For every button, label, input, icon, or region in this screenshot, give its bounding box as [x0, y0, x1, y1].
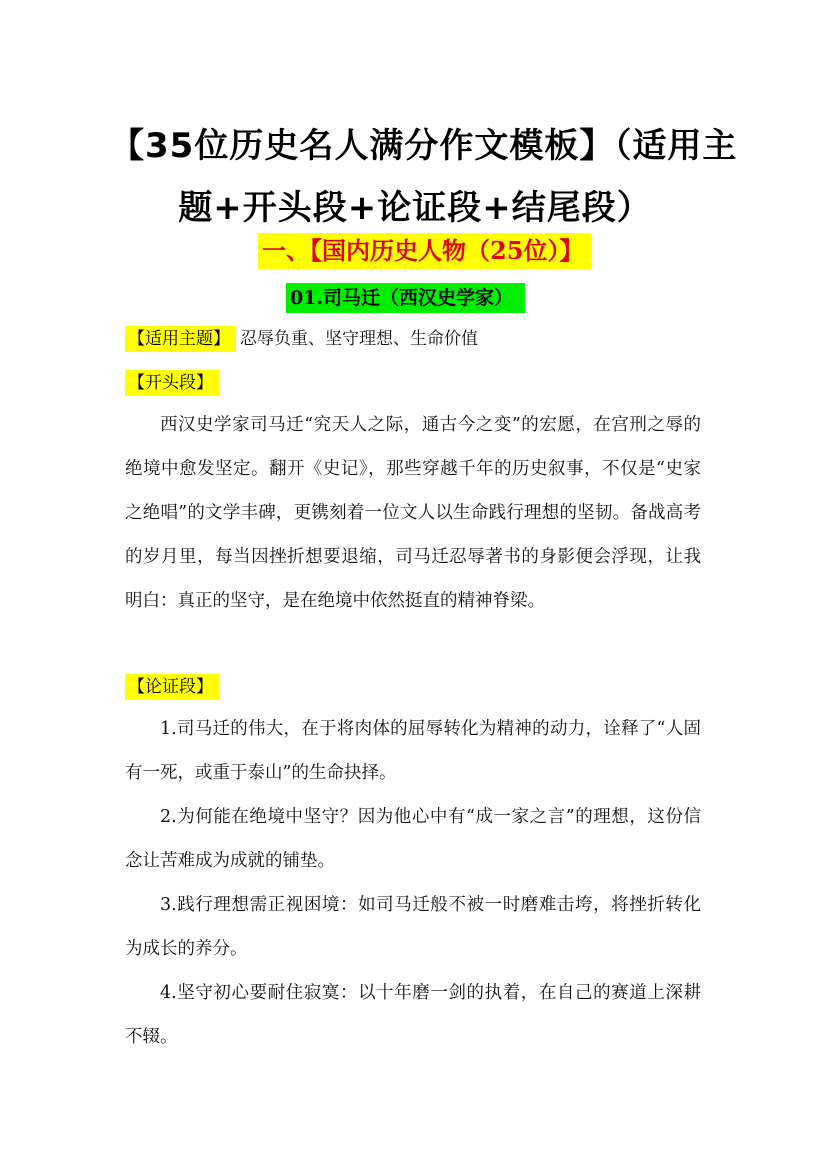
- argument-point: 4.坚守初心要耐住寂寞：以十年磨一剑的执着，在自己的赛道上深耕不辍。: [125, 983, 701, 1047]
- document-title-line-1: 【35位历史名人满分作文模板】（适用主: [110, 126, 738, 166]
- person-heading: 01.司马迁（西汉史学家）: [286, 283, 525, 313]
- argument-point: 3.践行理想需正视困境：如司马迁般不被一时磨难击垮，将挫折转化为成长的养分。: [125, 895, 701, 959]
- opening-label: 【开头段】: [125, 370, 219, 396]
- themes-text: 忍辱负重、坚守理想、生命价值: [240, 329, 478, 349]
- argument-label: 【论证段】: [125, 674, 219, 700]
- document-title-line-2: 题+开头段+论证段+结尾段）: [178, 188, 652, 228]
- argument-point: 1.司马迁的伟大，在于将肉体的屈辱转化为精神的动力，诠释了“人固有一死，或重于泰山”的生命抉择。: [125, 719, 701, 783]
- themes-label: 【适用主题】: [125, 326, 236, 352]
- argument-point: 2.为何能在绝境中坚守？因为他心中有“成一家之言”的理想，这份信念让苦难成为成就的铺垫。: [125, 807, 701, 871]
- opening-paragraph: 西汉史学家司马迁“究天人之际，通古今之变”的宏愿，在宫刑之辱的绝境中愈发坚定。翻开《史记》，那些穿越千年的历史叙事，不仅是“史家之绝唱”的文学丰碑，更镌刻着一位文人以生命践行理想的坚韧。备战高考的岁月里，每当因挫折想要退缩，司马迁忍辱著书的身影便会浮现，让我明白：真正的坚守，是在绝境中依然挺直的精神脊梁。: [125, 415, 701, 611]
- category-heading: 一、【国内历史人物（25位）】: [258, 233, 591, 269]
